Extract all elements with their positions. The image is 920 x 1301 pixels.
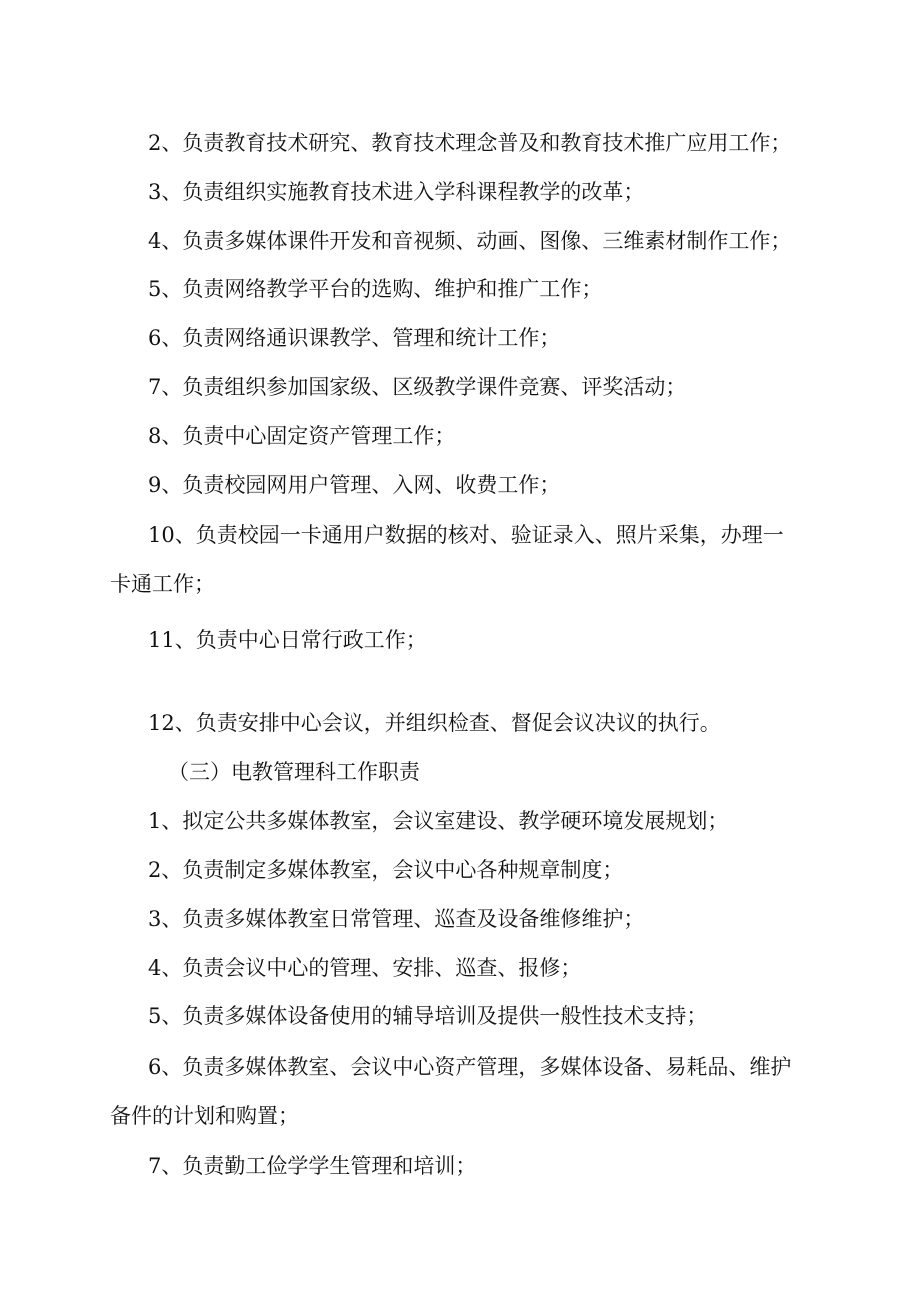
- section-duty-line-4: 4、负责会议中心的管理、安排、巡查、报修；: [148, 956, 582, 980]
- duty-line-2: 2、负责教育技术研究、教育技术理念普及和教育技术推广应用工作；: [148, 131, 792, 155]
- section-duty-line-3: 3、负责多媒体教室日常管理、巡查及设备维修维护；: [148, 907, 645, 931]
- duty-line-10-continued: 卡通工作；: [110, 572, 215, 596]
- section-duty-line-5: 5、负责多媒体设备使用的辅导培训及提供一般性技术支持；: [148, 1004, 708, 1028]
- duty-line-6: 6、负责网络通识课教学、管理和统计工作；: [148, 326, 561, 350]
- duty-line-7: 7、负责组织参加国家级、区级教学课件竞赛、评奖活动；: [148, 375, 687, 399]
- duty-line-9: 9、负责校园网用户管理、入网、收费工作；: [148, 473, 561, 497]
- section-duty-line-2: 2、负责制定多媒体教室，会议中心各种规章制度；: [148, 858, 624, 882]
- duty-line-5: 5、负责网络教学平台的选购、维护和推广工作；: [148, 277, 603, 301]
- duty-line-10: 10、负责校园一卡通用户数据的核对、验证录入、照片采集，办理一: [148, 523, 784, 547]
- duty-line-12: 12、负责安排中心会议，并组织检查、督促会议决议的执行。: [148, 711, 721, 735]
- duty-line-4: 4、负责多媒体课件开发和音视频、动画、图像、三维素材制作工作；: [148, 229, 792, 253]
- section-heading: （三）电教管理科工作职责: [168, 760, 420, 784]
- section-duty-line-1: 1、拟定公共多媒体教室，会议室建设、教学硬环境发展规划；: [148, 809, 729, 833]
- duty-line-8: 8、负责中心固定资产管理工作；: [148, 424, 456, 448]
- section-duty-line-6: 6、负责多媒体教室、会议中心资产管理，多媒体设备、易耗品、维护: [148, 1055, 792, 1079]
- section-duty-line-6-continued: 备件的计划和购置；: [110, 1104, 299, 1128]
- section-duty-line-7: 7、负责勤工俭学学生管理和培训；: [148, 1154, 477, 1178]
- duty-line-11: 11、负责中心日常行政工作；: [148, 628, 427, 652]
- duty-line-3: 3、负责组织实施教育技术进入学科课程教学的改革；: [148, 180, 645, 204]
